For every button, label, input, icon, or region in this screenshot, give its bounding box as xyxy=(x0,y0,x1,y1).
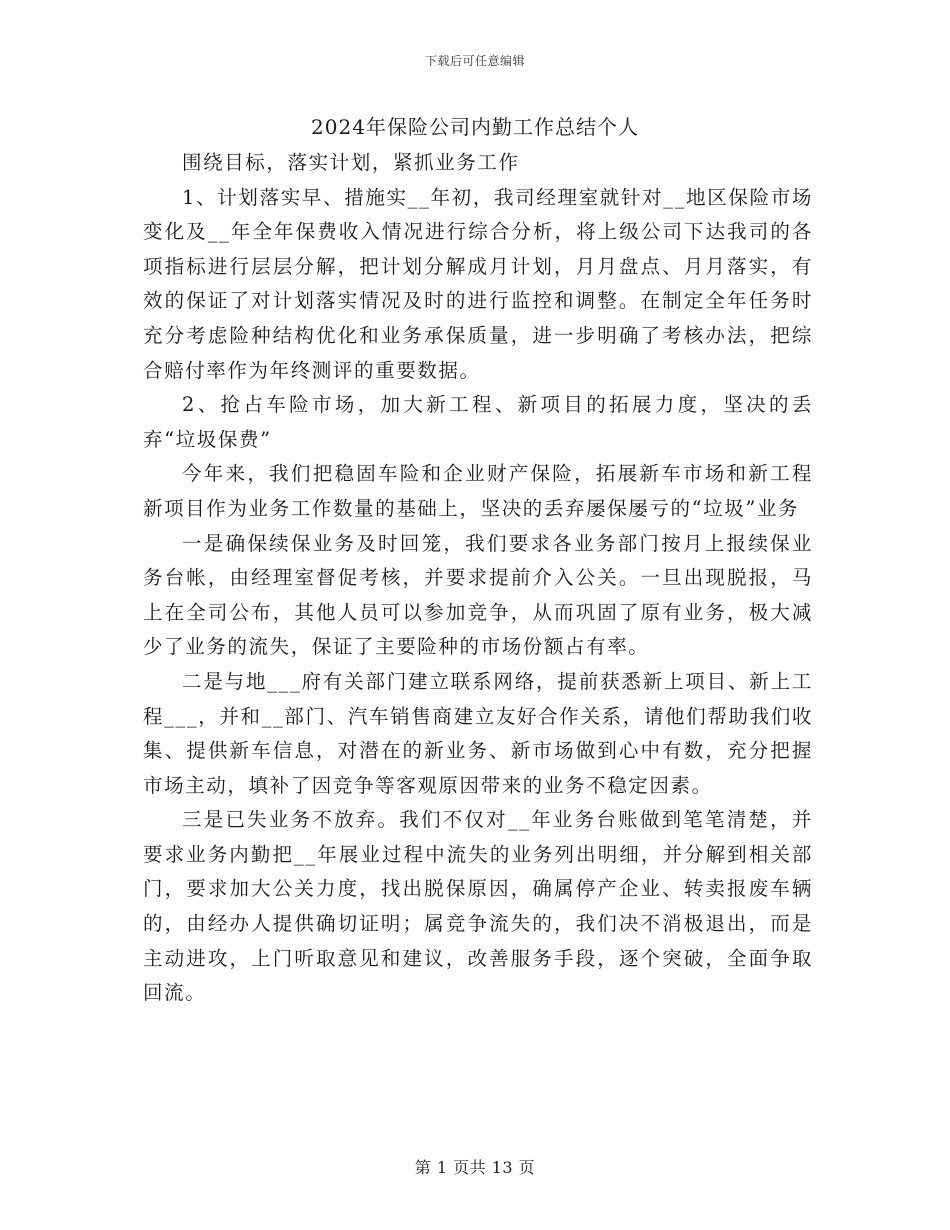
document-body xyxy=(143,146,813,1011)
paragraph-car-insurance: 2、抢占车险市场，加大新工程、新项目的拓展力度，坚决的丢弃“垃圾保费” xyxy=(143,393,813,451)
paragraph-this-year: 今年来，我们把稳固车险和企业财产保险，拓展新车市场和新工程新项目作为业务工作数量的基础上，坚决的丢弃屡保屡亏的“垃圾”业务 xyxy=(143,462,813,520)
paragraph-heading: 围绕目标，落实计划，紧抓业务工作 xyxy=(182,151,520,174)
document-title: 2024年保险公司内勤工作总结个人 xyxy=(311,115,639,139)
paragraph-plan: 1、计划落实早、措施实__年初，我司经理室就针对__地区保险市场变化及__年全年保费收入情况进行综合分析，将上级公司下达我司的各项指标进行层层分解，把计划分解成月计划，月月盘点、月月落实，有效的保证了对计划落实情况及时的进行监控和调整。在制定全年任务时充分考虑险种结构优化和业务承保质量，进一步明确了考核办法，把综合赔付率作为年终测评的重要数据。 xyxy=(143,185,813,382)
header-note: 下载后可任意编辑 xyxy=(424,54,525,68)
paragraph-lost-business: 三是已失业务不放弃。我们不仅对__年业务台账做到笔笔清楚，并要求业务内勤把__年展业过程中流失的业务列出明细，并分解到相关部门，要求加大公关力度，找出脱保原因，确属停产企业、转卖报废车辆的，由经办人提供确切证明；属竞争流失的，我们决不消极退出，而是主动进攻，上门听取意见和建议，改善服务手段，逐个突破，全面争取回流。 xyxy=(143,808,813,1005)
page-number: 第 1 页共 13 页 xyxy=(414,1158,536,1177)
paragraph-renewal: 一是确保续保业务及时回笼，我们要求各业务部门按月上报续保业务台帐，由经理室督促考核，并要求提前介入公关。一旦出现脱报，马上在全司公布，其他人员可以参加竞争，从而巩固了原有业务，极大减少了业务的流失，保证了主要险种的市场份额占有率。 xyxy=(143,531,813,659)
paragraph-network: 二是与地___府有关部门建立联系网络，提前获悉新上项目、新上工程___，并和__部门、汽车销售商建立友好合作关系，请他们帮助我们收集、提供新车信息，对潜在的新业务、新市场做到心中有数，充分把握市场主动，填补了因竞争等客观原因带来的业务不稳定因素。 xyxy=(143,669,813,797)
